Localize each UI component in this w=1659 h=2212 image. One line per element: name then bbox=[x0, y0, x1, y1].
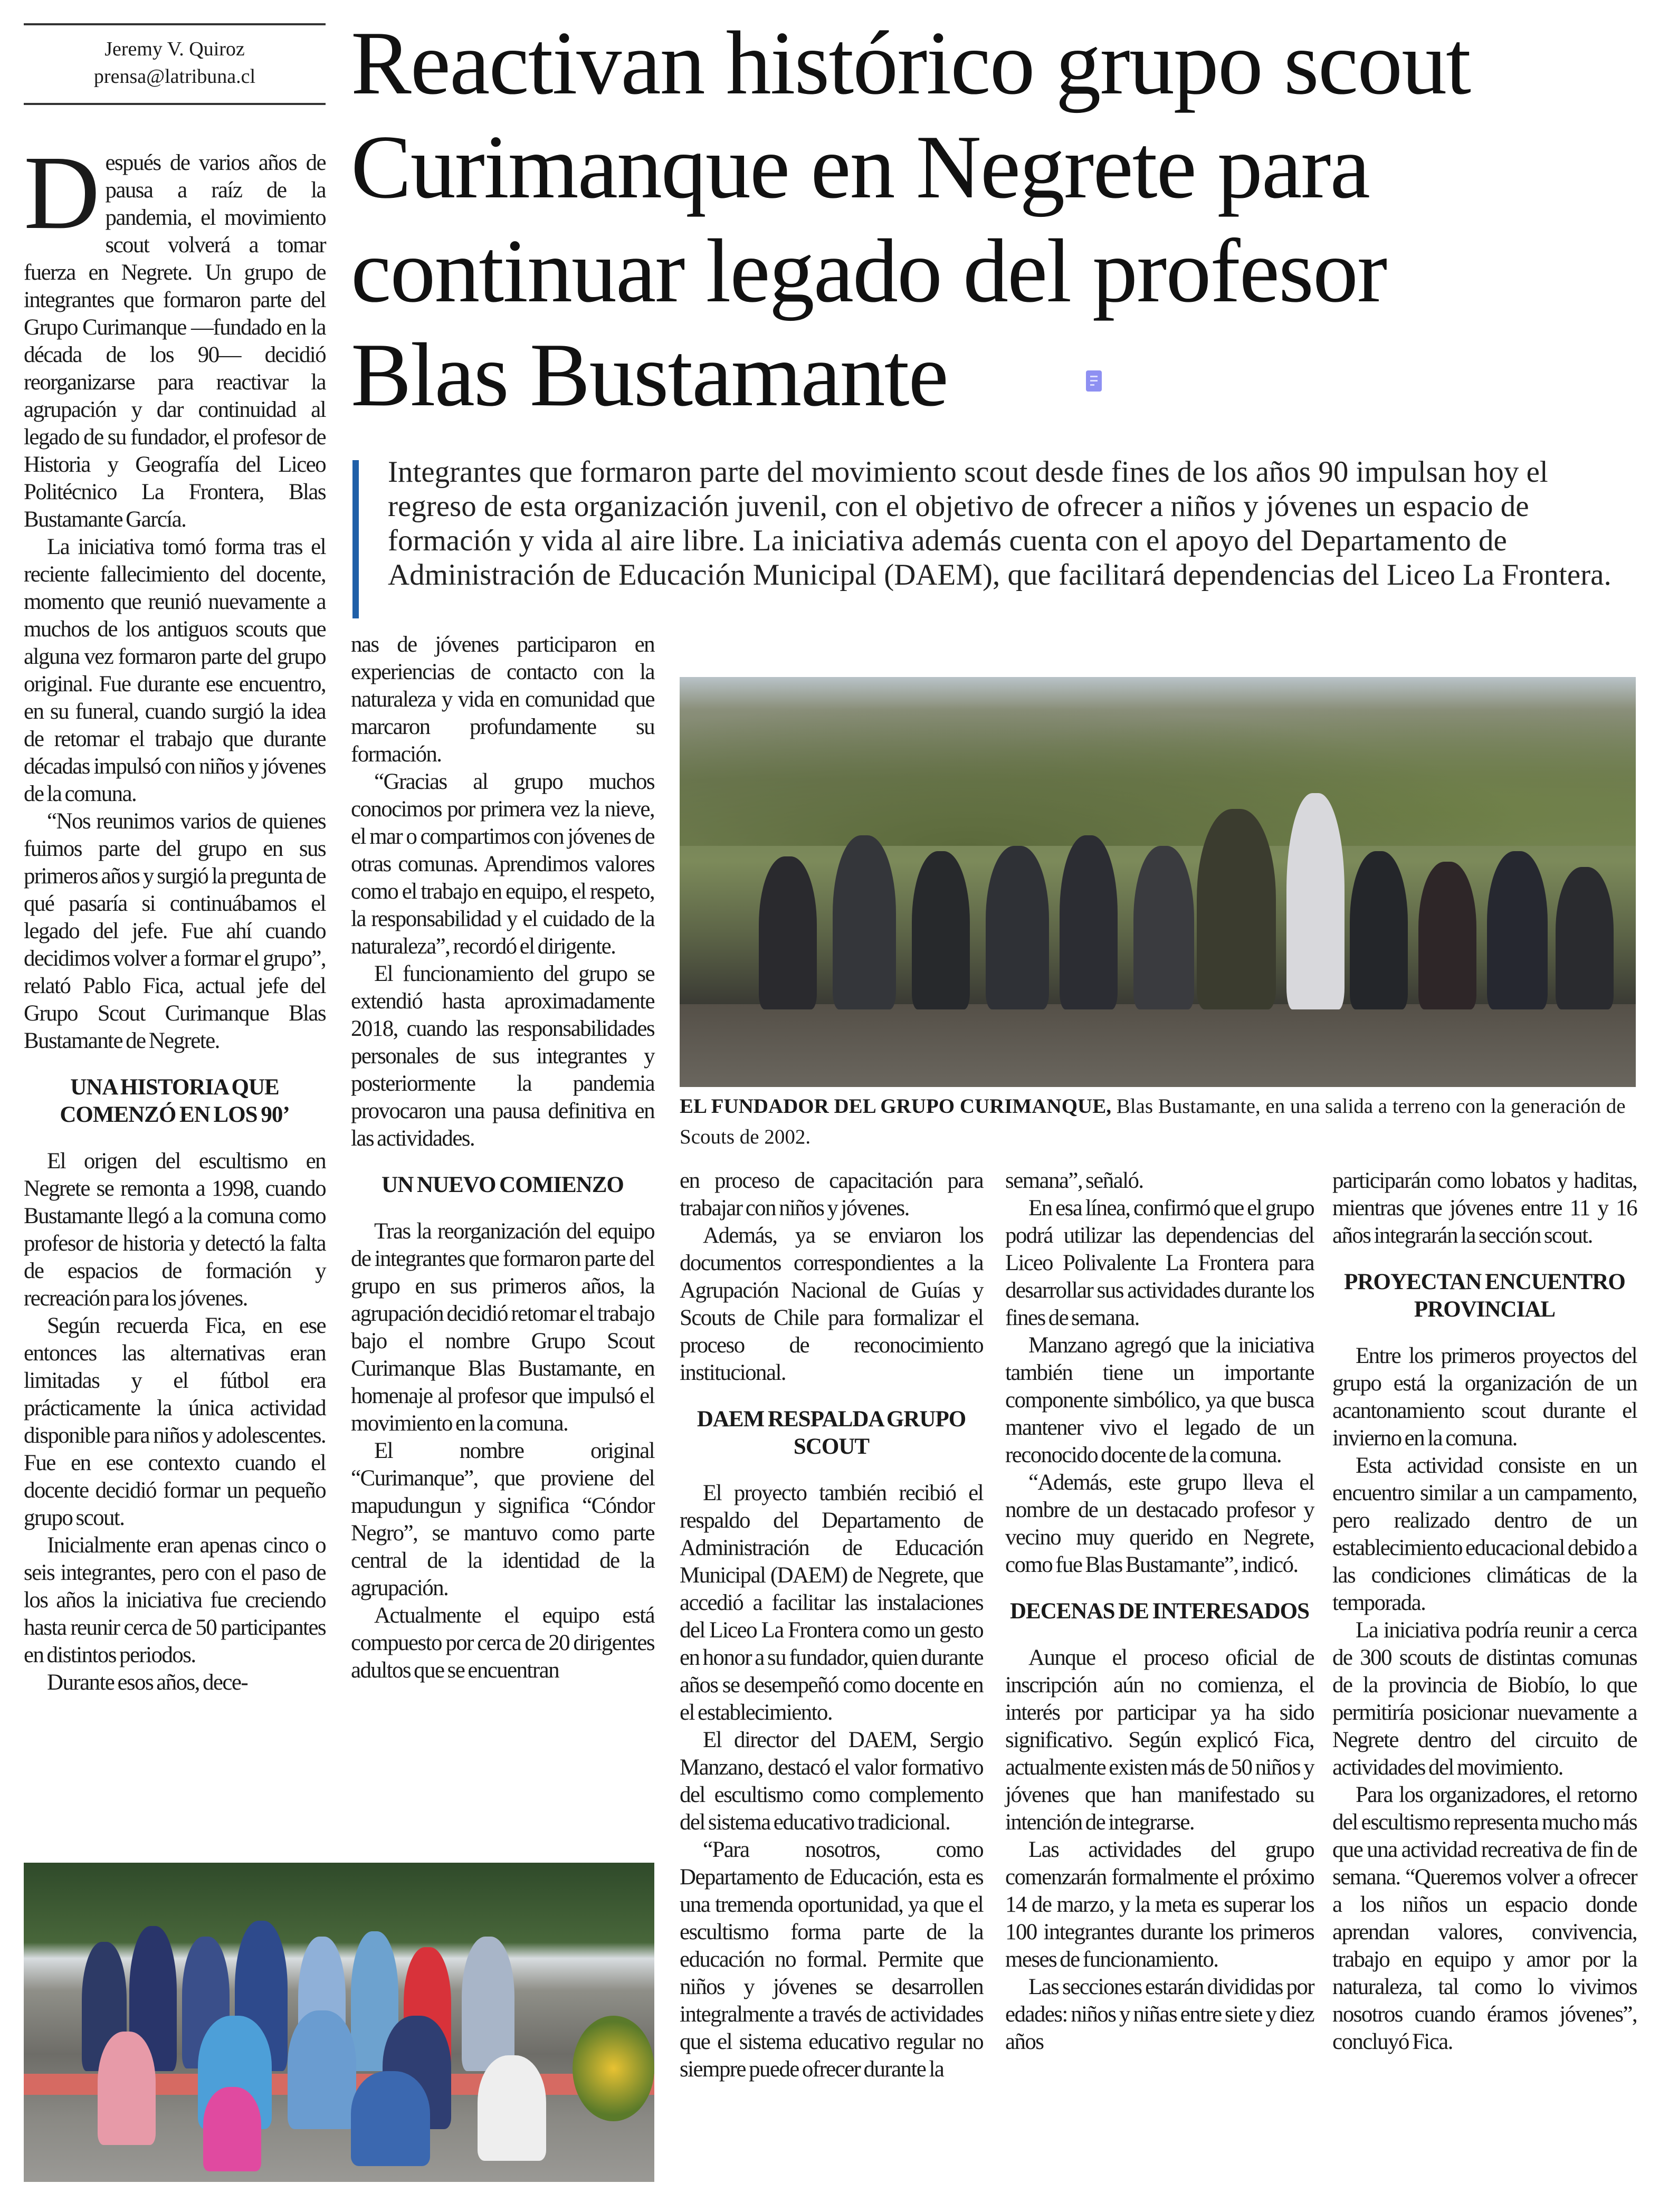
paragraph-text: semana”, señaló. bbox=[1005, 1168, 1143, 1193]
article-paragraph bbox=[1332, 1452, 1637, 1617]
article-paragraph bbox=[24, 533, 326, 808]
article-paragraph bbox=[1005, 1167, 1314, 1195]
note-icon[interactable] bbox=[1086, 370, 1102, 392]
section-subheading: UNA HISTORIA QUE COMENZÓ EN LOS 90’ bbox=[60, 1075, 290, 1127]
caption-lead: EL FUNDADOR DEL GRUPO CURIMANQUE, bbox=[680, 1095, 1111, 1118]
article-paragraph bbox=[680, 1167, 983, 1222]
article-paragraph bbox=[680, 1222, 983, 1387]
paragraph-text: Durante esos años, dece- bbox=[47, 1670, 248, 1695]
article-paragraph bbox=[351, 1218, 654, 1437]
byline-author: Jeremy V. Quiroz bbox=[104, 38, 245, 60]
photo-scout-group bbox=[24, 1863, 654, 2182]
article-paragraph bbox=[1005, 1973, 1314, 2056]
article-paragraph bbox=[1005, 1195, 1314, 1332]
article-paragraph bbox=[351, 960, 654, 1152]
article-paragraph bbox=[24, 1532, 326, 1669]
paragraph-text: El proyecto también recibió el respaldo del Departamento de Administración de Educación Municipal (DAEM) de Negrete, que accedió a facilitar las instalaciones del Liceo La Frontera como un gesto en honor a su fundador, quien durante años se desempeñó como docente en el establecimiento. bbox=[680, 1481, 983, 1725]
paragraph-text: “Para nosotros, como Departamento de Educación, esta es una tremenda oportunidad, ya que el escultismo forma parte de la educación no formal. Permite que niños y jóvenes se desarrollen integralmente a través de actividades que el sistema educativo regular no siempre puede ofrecer durante la bbox=[680, 1837, 983, 2082]
article-paragraph bbox=[24, 1312, 326, 1532]
paragraph-text: Para los organizadores, el retorno del escultismo representa mucho más que una actividad recreativa de fin de semana. “Queremos volver a ofrecer a los niños un espacio donde aprendan valores, convivencia, trabajo en equipo y amor por la naturaleza, tal como lo vivimos nosotros cuando éramos jóvenes”, concluyó Fica. bbox=[1332, 1782, 1637, 2054]
paragraph-text: Aunque el proceso oficial de inscripción aún no comienza, el interés por participar ya ha sido significativo. Según explicó Fica, actualmente existen más de 50 niños y jóvenes que han manifestado su intención de integrarse. bbox=[1005, 1645, 1314, 1835]
paragraph-text: Según recuerda Fica, en ese entonces las alternativas eran limitadas y el fútbol era prácticamente la única actividad disponible para niños y adolescentes. Fue en ese contexto cuando el docente decidió formar un pequeño grupo scout. bbox=[24, 1313, 326, 1530]
headline-line: Reactivan histórico grupo scout bbox=[351, 13, 1470, 113]
section-subheading: PROYECTAN ENCUENTRO PROVINCIAL bbox=[1344, 1270, 1625, 1322]
byline-email: prensa@latribuna.cl bbox=[93, 65, 256, 88]
paragraph-text: Las actividades del grupo comenzarán formalmente el próximo 14 de marzo, y la meta es superar los 100 integrantes durante los primeros meses de funcionamiento. bbox=[1005, 1837, 1314, 1972]
article-paragraph bbox=[680, 1727, 983, 1836]
article-paragraph bbox=[24, 1669, 326, 1696]
caption-text: Blas Bustamante, en una salida a terreno con la generación de Scouts de 2002. bbox=[680, 1095, 1626, 1148]
article-paragraph bbox=[1005, 1469, 1314, 1579]
article-paragraph bbox=[1332, 1617, 1637, 1781]
article-paragraph bbox=[24, 808, 326, 1055]
paragraph-text: Inicialmente eran apenas cinco o seis integrantes, pero con el paso de los años la iniciativa fue creciendo hasta reunir cerca de 50 participantes en distintos periodos. bbox=[24, 1533, 326, 1667]
article-paragraph bbox=[351, 631, 654, 768]
headline-line: Blas Bustamante bbox=[351, 325, 948, 425]
paragraph-text: Las secciones estarán divididas por edades: niños y niñas entre siete y diez años bbox=[1005, 1975, 1314, 2054]
article-paragraph bbox=[351, 1602, 654, 1684]
paragraph-text: nas de jóvenes participaron en experiencias de contacto con la naturaleza y vida en comunidad que marcaron profundamente su formación. bbox=[351, 632, 654, 767]
article-column-1 bbox=[24, 135, 326, 1696]
paragraph-text: “Gracias al grupo muchos conocimos por primera vez la nieve, el mar o compartimos con jóvenes de otras comunas. Aprendimos valores como el trabajo en equipo, el respeto, la responsabilidad y el cuidado de la naturaleza”, recordó el dirigente. bbox=[351, 769, 654, 959]
deck-accent-bar bbox=[352, 460, 359, 618]
article-paragraph bbox=[1332, 1167, 1637, 1250]
photo-caption bbox=[680, 1091, 1629, 1152]
article-paragraph bbox=[680, 1480, 983, 1727]
section-subheading: DECENAS DE INTERESADOS bbox=[1010, 1599, 1309, 1624]
article-paragraph bbox=[680, 1836, 983, 2083]
article-paragraph bbox=[24, 1148, 326, 1312]
paragraph-text: Manzano agregó que la iniciativa también tiene un importante componente simbólico, ya que busca mantener vivo el legado de un reconocido docente de la comuna. bbox=[1005, 1333, 1314, 1467]
paragraph-text: espués de varios años de pausa a raíz de la pandemia, el movimiento scout volverá a tomar fuerza en Negrete. Un grupo de integrantes que formaron parte del Grupo Curimanque —fundado en la década de los 90— decidió reorganizarse para reactivar la agrupación y dar continuidad al legado de su fundador, el profesor de Historia y Geografía del Liceo Politécnico La Frontera, Blas Bustamante García. bbox=[24, 150, 326, 532]
section-subheading: DAEM RESPALDA GRUPO SCOUT bbox=[697, 1407, 966, 1459]
article-column-3 bbox=[680, 1167, 983, 2083]
paragraph-text: “Además, este grupo lleva el nombre de un destacado profesor y vecino muy querido en Negrete, como fue Blas Bustamante”, indicó. bbox=[1005, 1470, 1314, 1577]
byline-top-rule bbox=[24, 23, 326, 25]
paragraph-text: El origen del escultismo en Negrete se remonta a 1998, cuando Bustamante llegó a la comuna como profesor de historia y detectó la falta de espacios de formación y recreación para los jóvenes. bbox=[24, 1149, 326, 1311]
article-paragraph bbox=[351, 768, 654, 960]
article-column-2 bbox=[351, 631, 654, 1684]
paragraph-text: En esa línea, confirmó que el grupo podrá utilizar las dependencias del Liceo Polivalente La Frontera para desarrollar sus actividades durante los fines de semana. bbox=[1005, 1196, 1314, 1330]
paragraph-text: Actualmente el equipo está compuesto por cerca de 20 dirigentes adultos que se encuentran bbox=[351, 1603, 654, 1683]
section-subheading: UN NUEVO COMIENZO bbox=[382, 1172, 624, 1197]
deck-summary: Integrantes que formaron parte del movimiento scout desde fines de los años 90 impulsan hoy el regreso de esta organización juvenil, con el objetivo de ofrecer a niños y jóvenes un espacio de formación y vida al aire libre. La iniciativa además cuenta con el apoyo del Departamento de Administración de Educación Municipal (DAEM), que facilitará dependencias del Liceo La Frontera. bbox=[388, 455, 1612, 592]
paragraph-text: “Nos reunimos varios de quienes fuimos parte del grupo en sus primeros años y surgió la pregunta de qué pasaría si continuábamos el legado del jefe. Fue ahí cuando decidimos volver a formar el grupo”, relató Pablo Fica, actual jefe del Grupo Scout Curimanque Blas Bustamante de Negrete. bbox=[24, 809, 326, 1053]
paragraph-text: La iniciativa tomó forma tras el reciente fallecimiento del docente, momento que reunió nuevamente a muchos de los antiguos scouts que alguna vez formaron parte del grupo original. Fue durante ese encuentro, en su funeral, cuando surgió la idea de retomar el trabajo que durante décadas impulsó con niños y jóvenes de la comuna. bbox=[24, 535, 326, 806]
paragraph-text: El funcionamiento del grupo se extendió hasta aproximadamente 2018, cuando las responsabilidades personales de sus integrantes y posteriormente la pandemia provocaron una pausa definitiva en las actividades. bbox=[351, 961, 654, 1151]
paragraph-text: Tras la reorganización del equipo de integrantes que formaron parte del grupo en sus primeros años, la agrupación decidió retomar el trabajo bajo el nombre Grupo Scout Curimanque Blas Bustamante, en homenaje al profesor que impulsó el movimiento en la comuna. bbox=[351, 1219, 654, 1436]
photo-founder-outing bbox=[680, 677, 1636, 1087]
article-paragraph bbox=[1332, 1342, 1637, 1452]
headline-line: Curimanque en Negrete para bbox=[351, 117, 1369, 217]
paragraph-text: El director del DAEM, Sergio Manzano, destacó el valor formativo del escultismo como complemento del sistema educativo tradicional. bbox=[680, 1728, 983, 1835]
byline-bottom-rule bbox=[24, 103, 326, 105]
article-column-4 bbox=[1005, 1167, 1314, 2056]
paragraph-text: Entre los primeros proyectos del grupo está la organización de un acantonamiento scout durante el invierno en la comuna. bbox=[1332, 1343, 1637, 1451]
article-paragraph bbox=[24, 135, 326, 533]
paragraph-text: Además, ya se enviaron los documentos correspondientes a la Agrupación Nacional de Guías y Scouts de Chile para formalizar el proceso de reconocimiento institucional. bbox=[680, 1223, 983, 1385]
paragraph-text: en proceso de capacitación para trabajar con niños y jóvenes. bbox=[680, 1168, 983, 1221]
paragraph-text: La iniciativa podría reunir a cerca de 300 scouts de distintas comunas de la provincia de Biobío, lo que permitiría posicionar nuevamente a Negrete dentro del circuito de actividades del movimiento. bbox=[1332, 1618, 1637, 1780]
headline-line: continuar legado del profesor bbox=[351, 221, 1387, 321]
drop-cap: D bbox=[24, 135, 100, 251]
article-paragraph bbox=[1005, 1332, 1314, 1469]
paragraph-text: participarán como lobatos y haditas, mientras que jóvenes entre 11 y 16 años integrarán la sección scout. bbox=[1332, 1168, 1637, 1248]
article-paragraph bbox=[351, 1437, 654, 1602]
article-paragraph bbox=[1005, 1836, 1314, 1973]
paragraph-text: Esta actividad consiste en un encuentro similar a un campamento, pero realizado dentro de un establecimiento educacional debido a las condiciones climáticas de la temporada. bbox=[1332, 1453, 1637, 1615]
article-paragraph bbox=[1005, 1644, 1314, 1836]
article-paragraph bbox=[1332, 1781, 1637, 2056]
headline bbox=[351, 12, 1649, 427]
paragraph-text: El nombre original “Curimanque”, que proviene del mapudungun y significa “Cóndor Negro”, se mantuvo como parte central de la identidad de la agrupación. bbox=[351, 1438, 654, 1600]
article-column-5 bbox=[1332, 1167, 1637, 2056]
